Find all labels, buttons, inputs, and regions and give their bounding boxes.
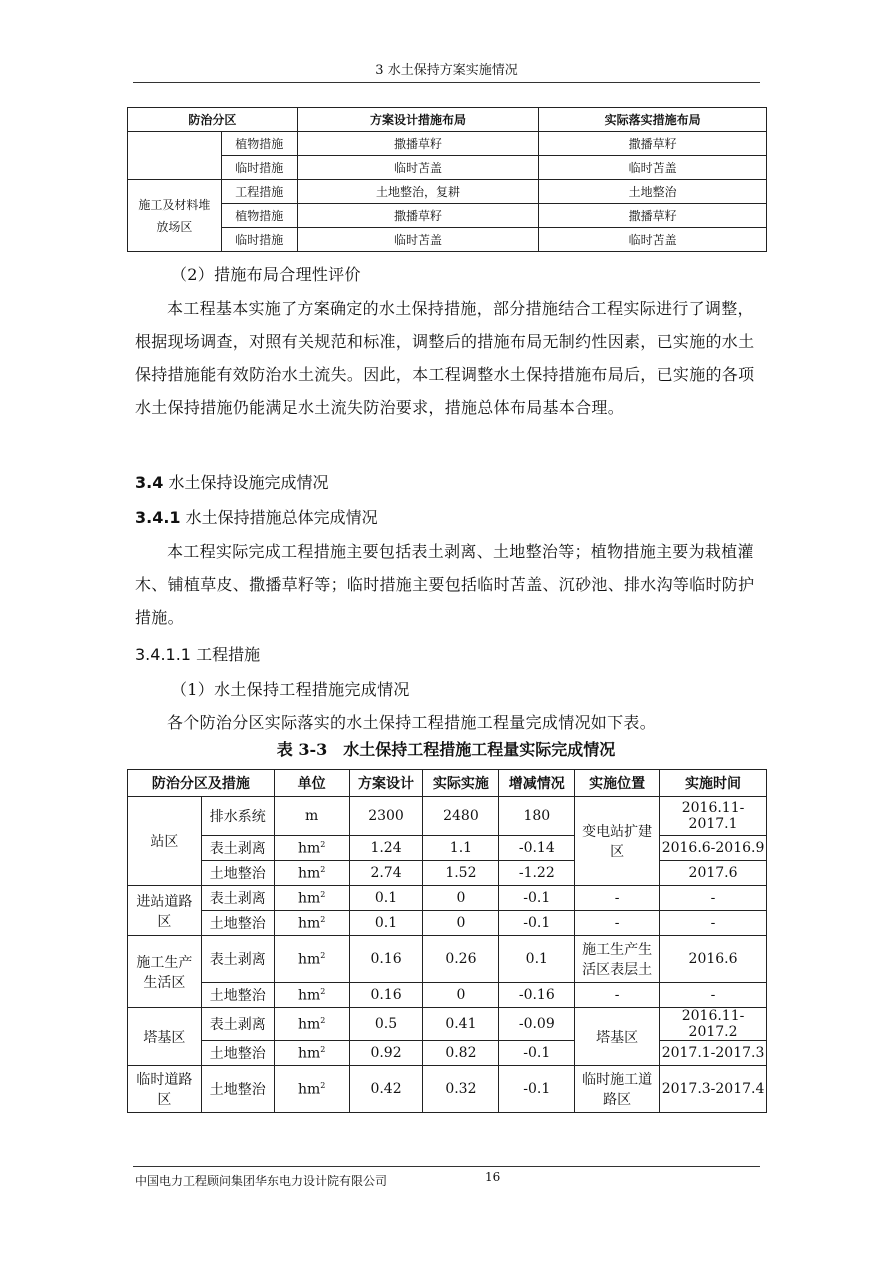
design-value: 0.1 xyxy=(349,911,423,936)
table-row xyxy=(128,204,767,228)
table-row xyxy=(128,180,767,204)
actual-value: 0.32 xyxy=(423,1066,499,1113)
unit-cell: $hm^2$ xyxy=(274,983,349,1008)
design-value: 2.74 xyxy=(349,861,423,886)
header-cell: 实际实施 xyxy=(423,770,499,797)
table-row xyxy=(128,911,767,936)
design-cell: 临时苫盖 xyxy=(297,228,539,252)
measure-cell: 土地整治 xyxy=(201,911,274,936)
table-row xyxy=(128,1041,767,1066)
actual-value: 2480 xyxy=(423,797,499,836)
table-header-row xyxy=(128,770,767,797)
unit-cell: $hm^2$ xyxy=(274,886,349,911)
paragraph: 本工程基本实施了方案确定的水土保持措施，部分措施结合工程实际进行了调整，根据现场调查，对照有关规范和标准，调整后的措施布局无制约性因素，已实施的水土保持措施能有效防治水土流失。因此，本工程调整水土保持措施布局后，已实施的各项水土保持措施仍能满足水土流失防治要求，措施总体布局基本合理。 xyxy=(135,299,755,417)
unit-cell: $hm^2$ xyxy=(274,836,349,861)
zone-cell: 塔基区 xyxy=(128,1008,202,1066)
actual-value: 1.1 xyxy=(423,836,499,861)
measure-cell: 土地整治 xyxy=(201,1066,274,1113)
unit-cell: $hm^2$ xyxy=(274,1008,349,1041)
location-cell: 临时施工道路区 xyxy=(575,1066,660,1113)
change-value: 180 xyxy=(499,797,575,836)
change-value: -1.22 xyxy=(499,861,575,886)
zone-cell: 临时道路区 xyxy=(128,1066,202,1113)
unit-cell: m xyxy=(274,797,349,836)
actual-value: 0 xyxy=(423,911,499,936)
zone-cell: 施工生产生活区 xyxy=(128,936,202,1008)
header-cell: 方案设计 xyxy=(349,770,423,797)
measure-cell: 土地整治 xyxy=(201,861,274,886)
paragraph: 各个防治分区实际落实的水土保持工程措施工程量完成情况如下表。 xyxy=(167,713,657,732)
measure-type-cell: 临时措施 xyxy=(221,156,297,180)
time-cell: 2017.3-2017.4 xyxy=(660,1066,767,1113)
section-number: 3.4.1 xyxy=(135,508,181,527)
change-value: -0.16 xyxy=(499,983,575,1008)
subsection-title: （1）水土保持工程措施完成情况 xyxy=(171,680,410,699)
design-value: 1.24 xyxy=(349,836,423,861)
section-number: 3.4 xyxy=(135,473,164,492)
table-row xyxy=(128,983,767,1008)
unit-cell: $hm^2$ xyxy=(274,1041,349,1066)
running-header: 3 水土保持方案实施情况 xyxy=(133,60,760,83)
time-cell: 2016.6-2016.9 xyxy=(660,836,767,861)
time-cell: 2017.6 xyxy=(660,861,767,886)
location-cell: 塔基区 xyxy=(575,1008,660,1066)
actual-value: 0 xyxy=(423,886,499,911)
change-value: -0.09 xyxy=(499,1008,575,1041)
header-cell: 实施位置 xyxy=(575,770,660,797)
table-row xyxy=(128,861,767,886)
header-cell: 防治分区及措施 xyxy=(128,770,275,797)
table-row xyxy=(128,1008,767,1041)
time-cell: 2016.11-2017.2 xyxy=(660,1008,767,1041)
measure-cell: 排水系统 xyxy=(201,797,274,836)
measure-type-cell: 植物措施 xyxy=(221,204,297,228)
zone-cell: 进站道路区 xyxy=(128,886,202,936)
time-cell: 2016.11-2017.1 xyxy=(660,797,767,836)
time-cell: - xyxy=(660,983,767,1008)
design-cell: 撒播草籽 xyxy=(297,204,539,228)
table-row xyxy=(128,132,767,156)
actual-cell: 临时苫盖 xyxy=(539,156,767,180)
section-title: 水土保持设施完成情况 xyxy=(168,473,329,492)
footer-organization: 中国电力工程顾问集团华东电力设计院有限公司 xyxy=(135,1174,388,1188)
table-row xyxy=(128,836,767,861)
header-cell: 增减情况 xyxy=(499,770,575,797)
header-cell: 方案设计措施布局 xyxy=(297,108,539,132)
table-row xyxy=(128,1066,767,1113)
measure-type-cell: 植物措施 xyxy=(221,132,297,156)
unit-cell: $hm^2$ xyxy=(274,936,349,983)
actual-cell: 撒播草籽 xyxy=(539,132,767,156)
table-row xyxy=(128,156,767,180)
location-cell: 变电站扩建区 xyxy=(575,797,660,886)
actual-value: 0.26 xyxy=(423,936,499,983)
table-header-row xyxy=(128,108,767,132)
change-value: 0.1 xyxy=(499,936,575,983)
header-cell: 实施时间 xyxy=(660,770,767,797)
design-cell: 土地整治，复耕 xyxy=(297,180,539,204)
unit-cell: $hm^2$ xyxy=(274,911,349,936)
unit-cell: $hm^2$ xyxy=(274,1066,349,1113)
subsection-title: （2）措施布局合理性评价 xyxy=(171,265,361,284)
subsection-heading xyxy=(135,505,378,528)
design-value: 0.16 xyxy=(349,936,423,983)
unit-cell: $hm^2$ xyxy=(274,861,349,886)
actual-cell: 土地整治 xyxy=(539,180,767,204)
measure-cell: 土地整治 xyxy=(201,1041,274,1066)
time-cell: 2016.6 xyxy=(660,936,767,983)
time-cell: 2017.1-2017.3 xyxy=(660,1041,767,1066)
engineering-measures-table xyxy=(127,769,767,1113)
location-cell: - xyxy=(575,911,660,936)
table-row xyxy=(128,936,767,983)
paragraph: 本工程实际完成工程措施主要包括表土剥离、土地整治等；植物措施主要为栽植灌木、铺植草皮、撒播草籽等；临时措施主要包括临时苫盖、沉砂池、排水沟等临时防护措施。 xyxy=(135,542,755,627)
table-caption: 表 3-3 水土保持工程措施工程量实际完成情况 xyxy=(276,740,616,759)
change-value: -0.1 xyxy=(499,911,575,936)
location-cell: - xyxy=(575,983,660,1008)
header-cell: 单位 xyxy=(274,770,349,797)
design-value: 0.16 xyxy=(349,983,423,1008)
design-value: 0.5 xyxy=(349,1008,423,1041)
time-cell: - xyxy=(660,911,767,936)
actual-value: 0 xyxy=(423,983,499,1008)
zone-cell: 施工及材料堆放场区 xyxy=(128,180,222,252)
actual-cell: 撒播草籽 xyxy=(539,204,767,228)
header-cell: 防治分区 xyxy=(128,108,298,132)
actual-value: 0.41 xyxy=(423,1008,499,1041)
zone-cell: 站区 xyxy=(128,797,202,886)
actual-value: 0.82 xyxy=(423,1041,499,1066)
design-cell: 临时苫盖 xyxy=(297,156,539,180)
design-value: 2300 xyxy=(349,797,423,836)
measure-cell: 表土剥离 xyxy=(201,836,274,861)
measure-cell: 土地整治 xyxy=(201,983,274,1008)
design-value: 0.1 xyxy=(349,886,423,911)
measure-type-cell: 工程措施 xyxy=(221,180,297,204)
measure-layout-table xyxy=(127,107,767,252)
design-value: 0.42 xyxy=(349,1066,423,1113)
time-cell: - xyxy=(660,886,767,911)
page-number: 16 xyxy=(485,1170,501,1184)
change-value: -0.1 xyxy=(499,1041,575,1066)
zone-cell xyxy=(128,132,222,180)
measure-cell: 表土剥离 xyxy=(201,1008,274,1041)
measure-cell: 表土剥离 xyxy=(201,936,274,983)
measure-cell: 表土剥离 xyxy=(201,886,274,911)
header-cell: 实际落实措施布局 xyxy=(539,108,767,132)
design-cell: 撒播草籽 xyxy=(297,132,539,156)
measure-type-cell: 临时措施 xyxy=(221,228,297,252)
location-cell: - xyxy=(575,886,660,911)
section-heading xyxy=(135,470,328,493)
change-value: -0.1 xyxy=(499,886,575,911)
page-footer xyxy=(133,1166,760,1188)
subsubsection-heading: 3.4.1.1 工程措施 xyxy=(135,645,261,664)
table-row xyxy=(128,886,767,911)
location-cell: 施工生产生活区表层土 xyxy=(575,936,660,983)
table-row xyxy=(128,797,767,836)
change-value: -0.14 xyxy=(499,836,575,861)
actual-cell: 临时苫盖 xyxy=(539,228,767,252)
change-value: -0.1 xyxy=(499,1066,575,1113)
design-value: 0.92 xyxy=(349,1041,423,1066)
table-row xyxy=(128,228,767,252)
actual-value: 1.52 xyxy=(423,861,499,886)
section-title: 水土保持措施总体完成情况 xyxy=(185,508,378,527)
